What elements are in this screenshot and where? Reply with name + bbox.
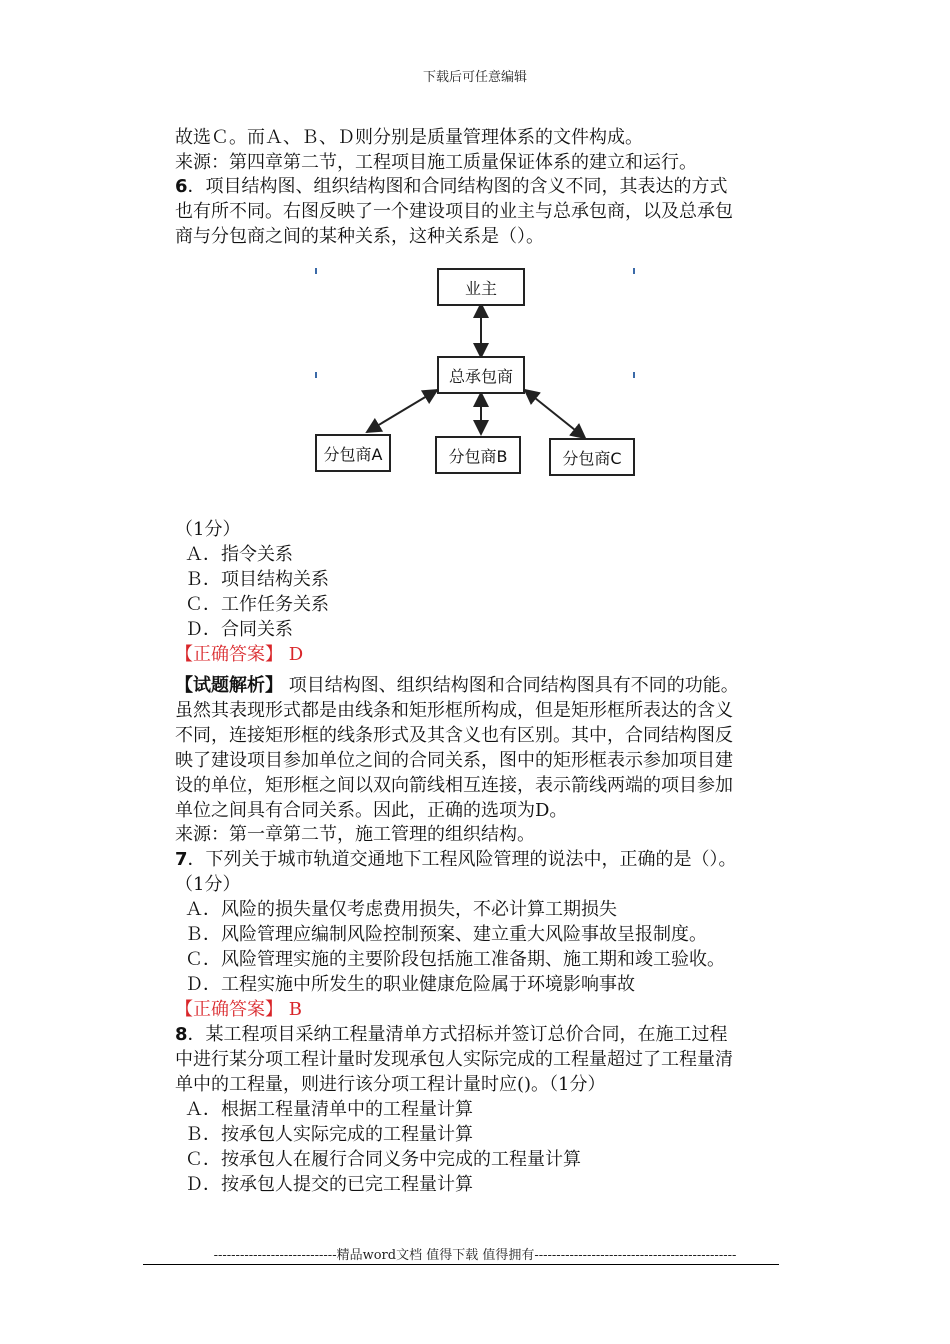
subcontractor-a-node: 分包商A [315, 434, 391, 472]
question-text: ．某工程项目采纳工程量清单方式招标并签订总价合同，在施工过程 [187, 1024, 728, 1045]
option-a: Ａ．风险的损失量仅考虑费用损失，不必计算工期损失 [185, 899, 617, 920]
option-c: Ｃ．工作任务关系 [185, 594, 329, 615]
question-6-line-3: 商与分包商之间的某种关系，这种关系是（）。 [175, 226, 544, 247]
answer-value: B [288, 999, 302, 1020]
question-6-line-1 [175, 175, 728, 199]
page-footer: ----------------------------精品word文档 值得下载 值得拥有---------------------------------------------- [213, 1248, 737, 1263]
source-line: 来源：第一章第二节，施工管理的组织结构。 [175, 824, 535, 845]
option-c: Ｃ．按承包人在履行合同义务中完成的工程量计算 [185, 1149, 581, 1170]
question-8-number: 8 [175, 1024, 188, 1045]
question-8-line-2: 中进行某分项工程计量时发现承包人实际完成的工程量超过了工程量清 [175, 1049, 733, 1070]
analysis-line: 不同，连接矩形框的线条形式及其含义也有区别。其中，合同结构图反 [175, 725, 733, 746]
answer-label: 【正确答案】 [175, 999, 283, 1020]
option-b: Ｂ．按承包人实际完成的工程量计算 [185, 1124, 473, 1145]
analysis-line: 虽然其表现形式都是由线条和矩形框所构成，但是矩形框所表达的含义 [175, 700, 733, 721]
owner-node: 业主 [437, 268, 525, 306]
page-header: 下载后可任意编辑 [422, 70, 527, 85]
option-a: Ａ．指令关系 [185, 544, 293, 565]
analysis-line: 设的单位，矩形框之间以双向箭线相互连接，表示箭线两端的项目参加 [175, 775, 733, 796]
question-text: ．下列关于城市轨道交通地下工程风险管理的说法中，正确的是（）。 [187, 849, 737, 870]
question-7-number: 7 [175, 849, 188, 870]
question-8-line-3: 单中的工程量，则进行该分项工程计量时应()。（1分） [175, 1074, 606, 1095]
text-line: 故选Ｃ。而Ａ、Ｂ、Ｄ则分别是质量管理体系的文件构成。 [175, 127, 643, 148]
answer-value: D [288, 644, 304, 665]
question-7-line [175, 848, 737, 872]
option-c: Ｃ．风险管理实施的主要阶段包括施工准备期、施工期和竣工验收。 [185, 949, 725, 970]
option-d: Ｄ．合同关系 [185, 619, 293, 640]
question-text: ．项目结构图、组织结构图和合同结构图的含义不同，其表达的方式 [187, 176, 728, 197]
analysis-text: 项目结构图、组织结构图和合同结构图具有不同的功能。 [288, 675, 739, 696]
answer-label: 【正确答案】 [175, 644, 283, 665]
answer-line [175, 643, 303, 667]
analysis-line: 映了建设项目参加单位之间的合同关系，图中的矩形框表示参加项目建 [175, 750, 733, 771]
option-d: Ｄ．按承包人提交的已完工程量计算 [185, 1174, 473, 1195]
contract-structure-diagram [315, 268, 635, 484]
option-a: Ａ．根据工程量清单中的工程量计算 [185, 1099, 473, 1120]
question-6-score: （1分） [175, 519, 241, 540]
text-line: 来源：第四章第二节，工程项目施工质量保证体系的建立和运行。 [175, 152, 697, 173]
contractor-sub-c-arrow [525, 390, 585, 438]
question-6-line-2: 也有所不同。右图反映了一个建设项目的业主与总承包商，以及总承包 [175, 201, 733, 222]
analysis-label: 【试题解析】 [175, 675, 283, 696]
question-7-score: （1分） [175, 874, 241, 895]
option-d: Ｄ．工程实施中所发生的职业健康危险属于环境影响事故 [185, 974, 635, 995]
analysis-line-1 [175, 674, 739, 698]
subcontractor-b-node: 分包商B [435, 436, 521, 474]
footer-rule [143, 1264, 779, 1265]
contractor-sub-a-arrow [367, 390, 437, 432]
subcontractor-c-node: 分包商C [549, 438, 635, 476]
general-contractor-node: 总承包商 [437, 356, 525, 394]
question-6-number: 6 [175, 176, 188, 197]
option-b: Ｂ．项目结构关系 [185, 569, 329, 590]
question-8-line-1 [175, 1023, 728, 1047]
answer-line [175, 998, 302, 1022]
option-b: Ｂ．风险管理应编制风险控制预案、建立重大风险事故呈报制度。 [185, 924, 707, 945]
analysis-line: 单位之间具有合同关系。因此，正确的选项为D。 [175, 800, 568, 821]
